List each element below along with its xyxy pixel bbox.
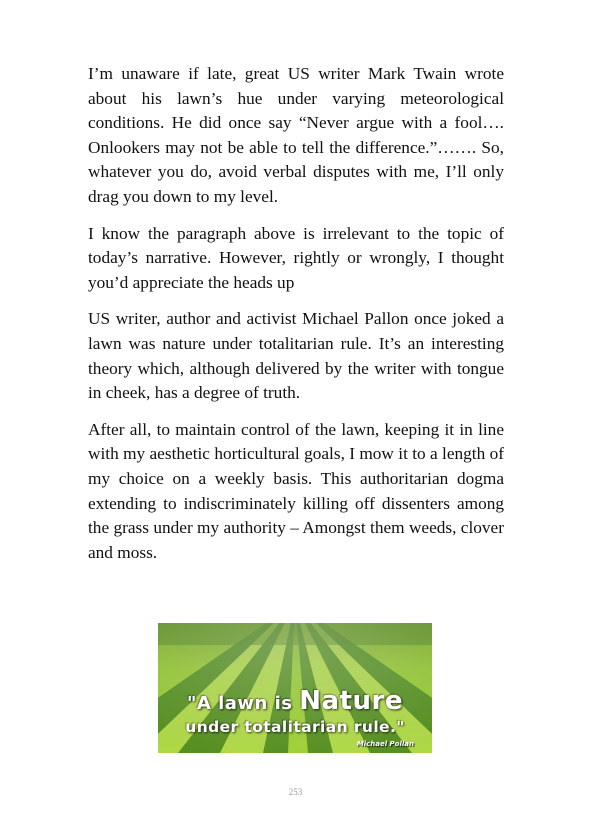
paragraph-heads-up: I know the paragraph above is irrelevant to the topic of today’s narrative. However, rightly or wrongly, I thought you’d appreciate the heads up — [88, 223, 504, 292]
quote-line-1 — [158, 686, 432, 716]
paragraph-mowing: After all, to maintain control of the lawn, keeping it in line with my aesthetic horticultural goals, I mow it to a length of my choice on a weekly basis. This authoritarian dogma extending to indiscriminately killing off dissenters among the grass under my authority – Amongst them weeds, clover and moss. — [88, 419, 504, 562]
quote-author: Michael Pollan — [356, 740, 414, 748]
page-body — [88, 62, 504, 577]
paragraph-pallon-quote: US writer, author and activist Michael Pallon once joked a lawn was nature under totalitarian rule. It’s an interesting theory which, although delivered by the writer with tongue in cheek, has a degree of truth. — [88, 309, 504, 403]
paragraph-mark-twain: I’m unaware if late, great US writer Mark Twain wrote about his lawn’s hue under varying meteorological conditions. He did once say “Never argue with a fool…. Onlookers may not be able to tell the difference.”……. So, whatever you do, avoid verbal disputes with me, I’ll only drag you down to my level. — [88, 64, 504, 206]
lawn-quote-image — [158, 623, 432, 753]
quote-emphasis: Nature — [299, 686, 403, 716]
quote-prefix: "A lawn is — [187, 693, 300, 714]
page-number: 253 — [288, 787, 303, 797]
quote-line-2: under totalitarian rule." — [185, 718, 405, 736]
